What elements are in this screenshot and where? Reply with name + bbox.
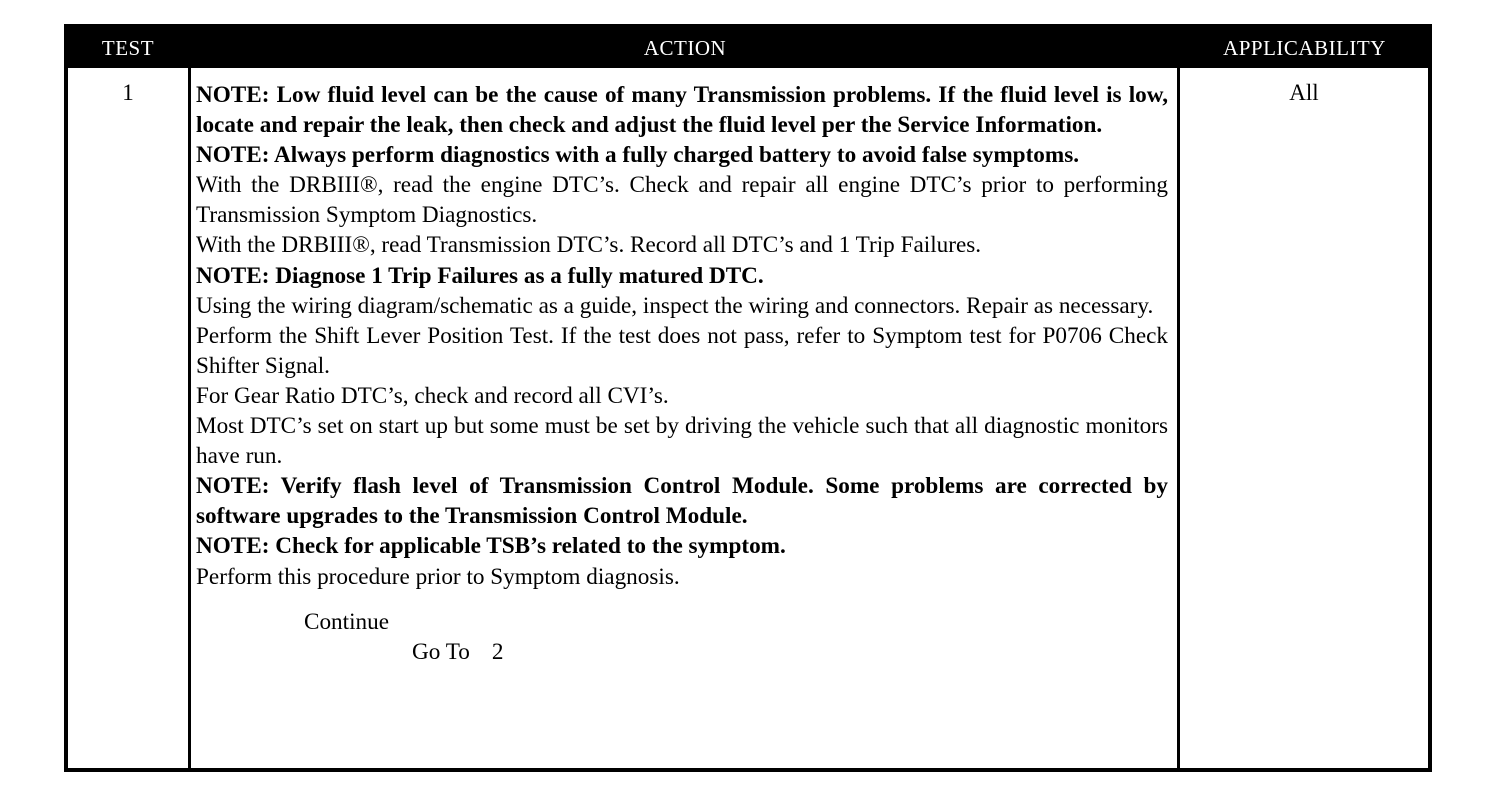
instruction-paragraph: For Gear Ratio DTC’s, check and record all CVI’s.: [196, 382, 669, 409]
goto-label: Go To: [412, 638, 470, 665]
header-test: TEST: [101, 36, 155, 60]
note-paragraph: NOTE: Diagnose 1 Trip Failures as a fully matured DTC.: [196, 262, 764, 289]
instruction-paragraph: Perform this procedure prior to Symptom diagnosis.: [196, 563, 680, 590]
column-divider: [1177, 68, 1180, 768]
instruction-paragraph: Perform the Shift Lever Position Test. If the test does not pass, refer to Symptom test for P0706 Check Shifter Signal.: [196, 322, 1168, 379]
instruction-paragraph: Using the wiring diagram/schematic as a guide, inspect the wiring and connectors. Repair as necessary.: [196, 292, 1154, 319]
test-number: 1: [122, 80, 134, 105]
header-applicability: APPLICABILITY: [1223, 36, 1386, 60]
table-header: [68, 28, 1428, 68]
goto-target[interactable]: 2: [491, 638, 504, 665]
instruction-paragraph: With the DRBIII®, read the engine DTC’s. Check and repair all engine DTC’s prior to performing Transmission Symptom Diagnostics.: [196, 172, 1168, 229]
action-cell: [196, 80, 1168, 667]
note-paragraph: NOTE: Low fluid level can be the cause of many Transmission problems. If the fluid level is low, locate and repair the leak, then check and adjust the fluid level per the Service Information.: [196, 82, 1168, 139]
column-divider: [188, 68, 191, 768]
note-paragraph: NOTE: Check for applicable TSB’s related to the symptom.: [196, 533, 786, 560]
applicability-value: All: [1289, 80, 1319, 105]
note-paragraph: NOTE: Always perform diagnostics with a fully charged battery to avoid false symptoms.: [196, 142, 1080, 169]
action-paragraphs: [196, 80, 1168, 592]
result-block: [196, 607, 1168, 667]
goto-line[interactable]: [196, 637, 1168, 667]
header-action: ACTION: [643, 36, 727, 60]
note-paragraph: NOTE: Verify flash level of Transmission Control Module. Some problems are corrected by software upgrades to the Transmission Control Module.: [196, 473, 1168, 530]
instruction-paragraph: Most DTC’s set on start up but some must be set by driving the vehicle such that all diagnostic monitors have run.: [196, 413, 1168, 470]
instruction-paragraph: With the DRBIII®, read Transmission DTC’s. Record all DTC’s and 1 Trip Failures.: [196, 232, 982, 259]
continue-label: Continue: [304, 608, 390, 635]
diagnostic-table: [64, 24, 1432, 772]
